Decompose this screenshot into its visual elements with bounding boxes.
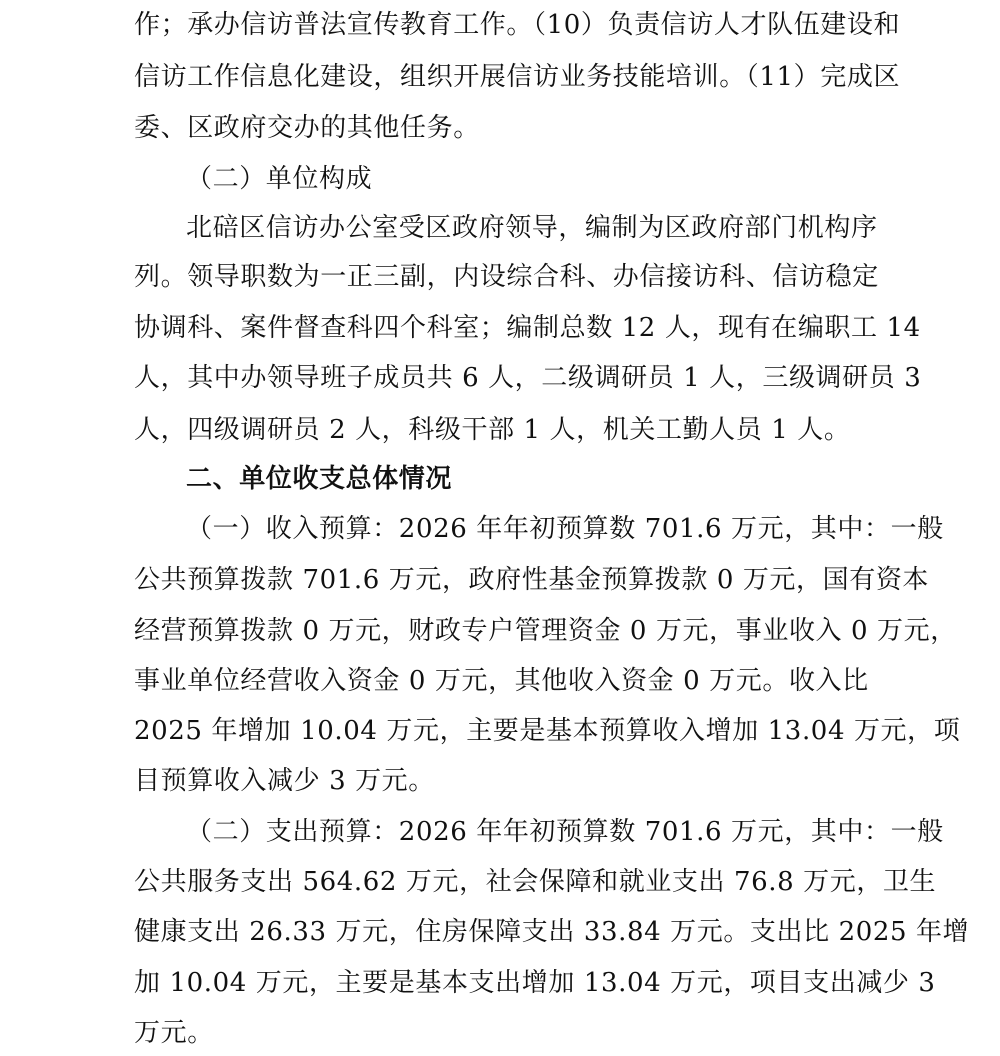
paragraph-line: 列。领导职数为一正三副，内设综合科、办信接访科、信访稳定 — [134, 262, 879, 292]
paragraph-line: 人，四级调研员 2 人，科级干部 1 人，机关工勤人员 1 人。 — [134, 415, 851, 445]
paragraph-line: 信访工作信息化建设，组织开展信访业务技能培训。（11）完成区 — [134, 62, 901, 92]
paragraph-line: 2025 年增加 10.04 万元，主要是基本预算收入增加 13.04 万元，项 — [134, 716, 961, 746]
paragraph-line: （二）支出预算：2026 年年初预算数 701.6 万元，其中：一般 — [186, 817, 944, 847]
paragraph-line: 加 10.04 万元，主要是基本支出增加 13.04 万元，项目支出减少 3 — [134, 968, 936, 998]
paragraph-line: 目预算收入减少 3 万元。 — [134, 766, 435, 796]
section-heading: 二、单位收支总体情况 — [186, 464, 453, 494]
paragraph-line: 公共服务支出 564.62 万元，社会保障和就业支出 76.8 万元，卫生 — [134, 867, 937, 897]
paragraph-line: 万元。 — [134, 1018, 214, 1048]
paragraph-line: 委、区政府交办的其他任务。 — [134, 113, 480, 143]
paragraph-line: 公共预算拨款 701.6 万元，政府性基金预算拨款 0 万元，国有资本 — [134, 565, 930, 595]
paragraph-line: 经营预算拨款 0 万元，财政专户管理资金 0 万元，事业收入 0 万元， — [134, 616, 957, 646]
paragraph-line: 作；承办信访普法宣传教育工作。（10）负责信访人才队伍建设和 — [134, 10, 901, 40]
paragraph-line: （一）收入预算：2026 年年初预算数 701.6 万元，其中：一般 — [186, 514, 944, 544]
paragraph-line: 健康支出 26.33 万元，住房保障支出 33.84 万元。支出比 2025 年增 — [134, 917, 970, 947]
paragraph-line: 协调科、案件督查科四个科室；编制总数 12 人，现有在编职工 14 — [134, 313, 921, 343]
paragraph-line: 事业单位经营收入资金 0 万元，其他收入资金 0 万元。收入比 — [134, 666, 869, 696]
paragraph-line: 北碚区信访办公室受区政府领导，编制为区政府部门机构序 — [186, 213, 878, 243]
paragraph-line: 人，其中办领导班子成员共 6 人，二级调研员 1 人，三级调研员 3 — [134, 363, 922, 393]
section-subheading: （二）单位构成 — [186, 164, 373, 194]
